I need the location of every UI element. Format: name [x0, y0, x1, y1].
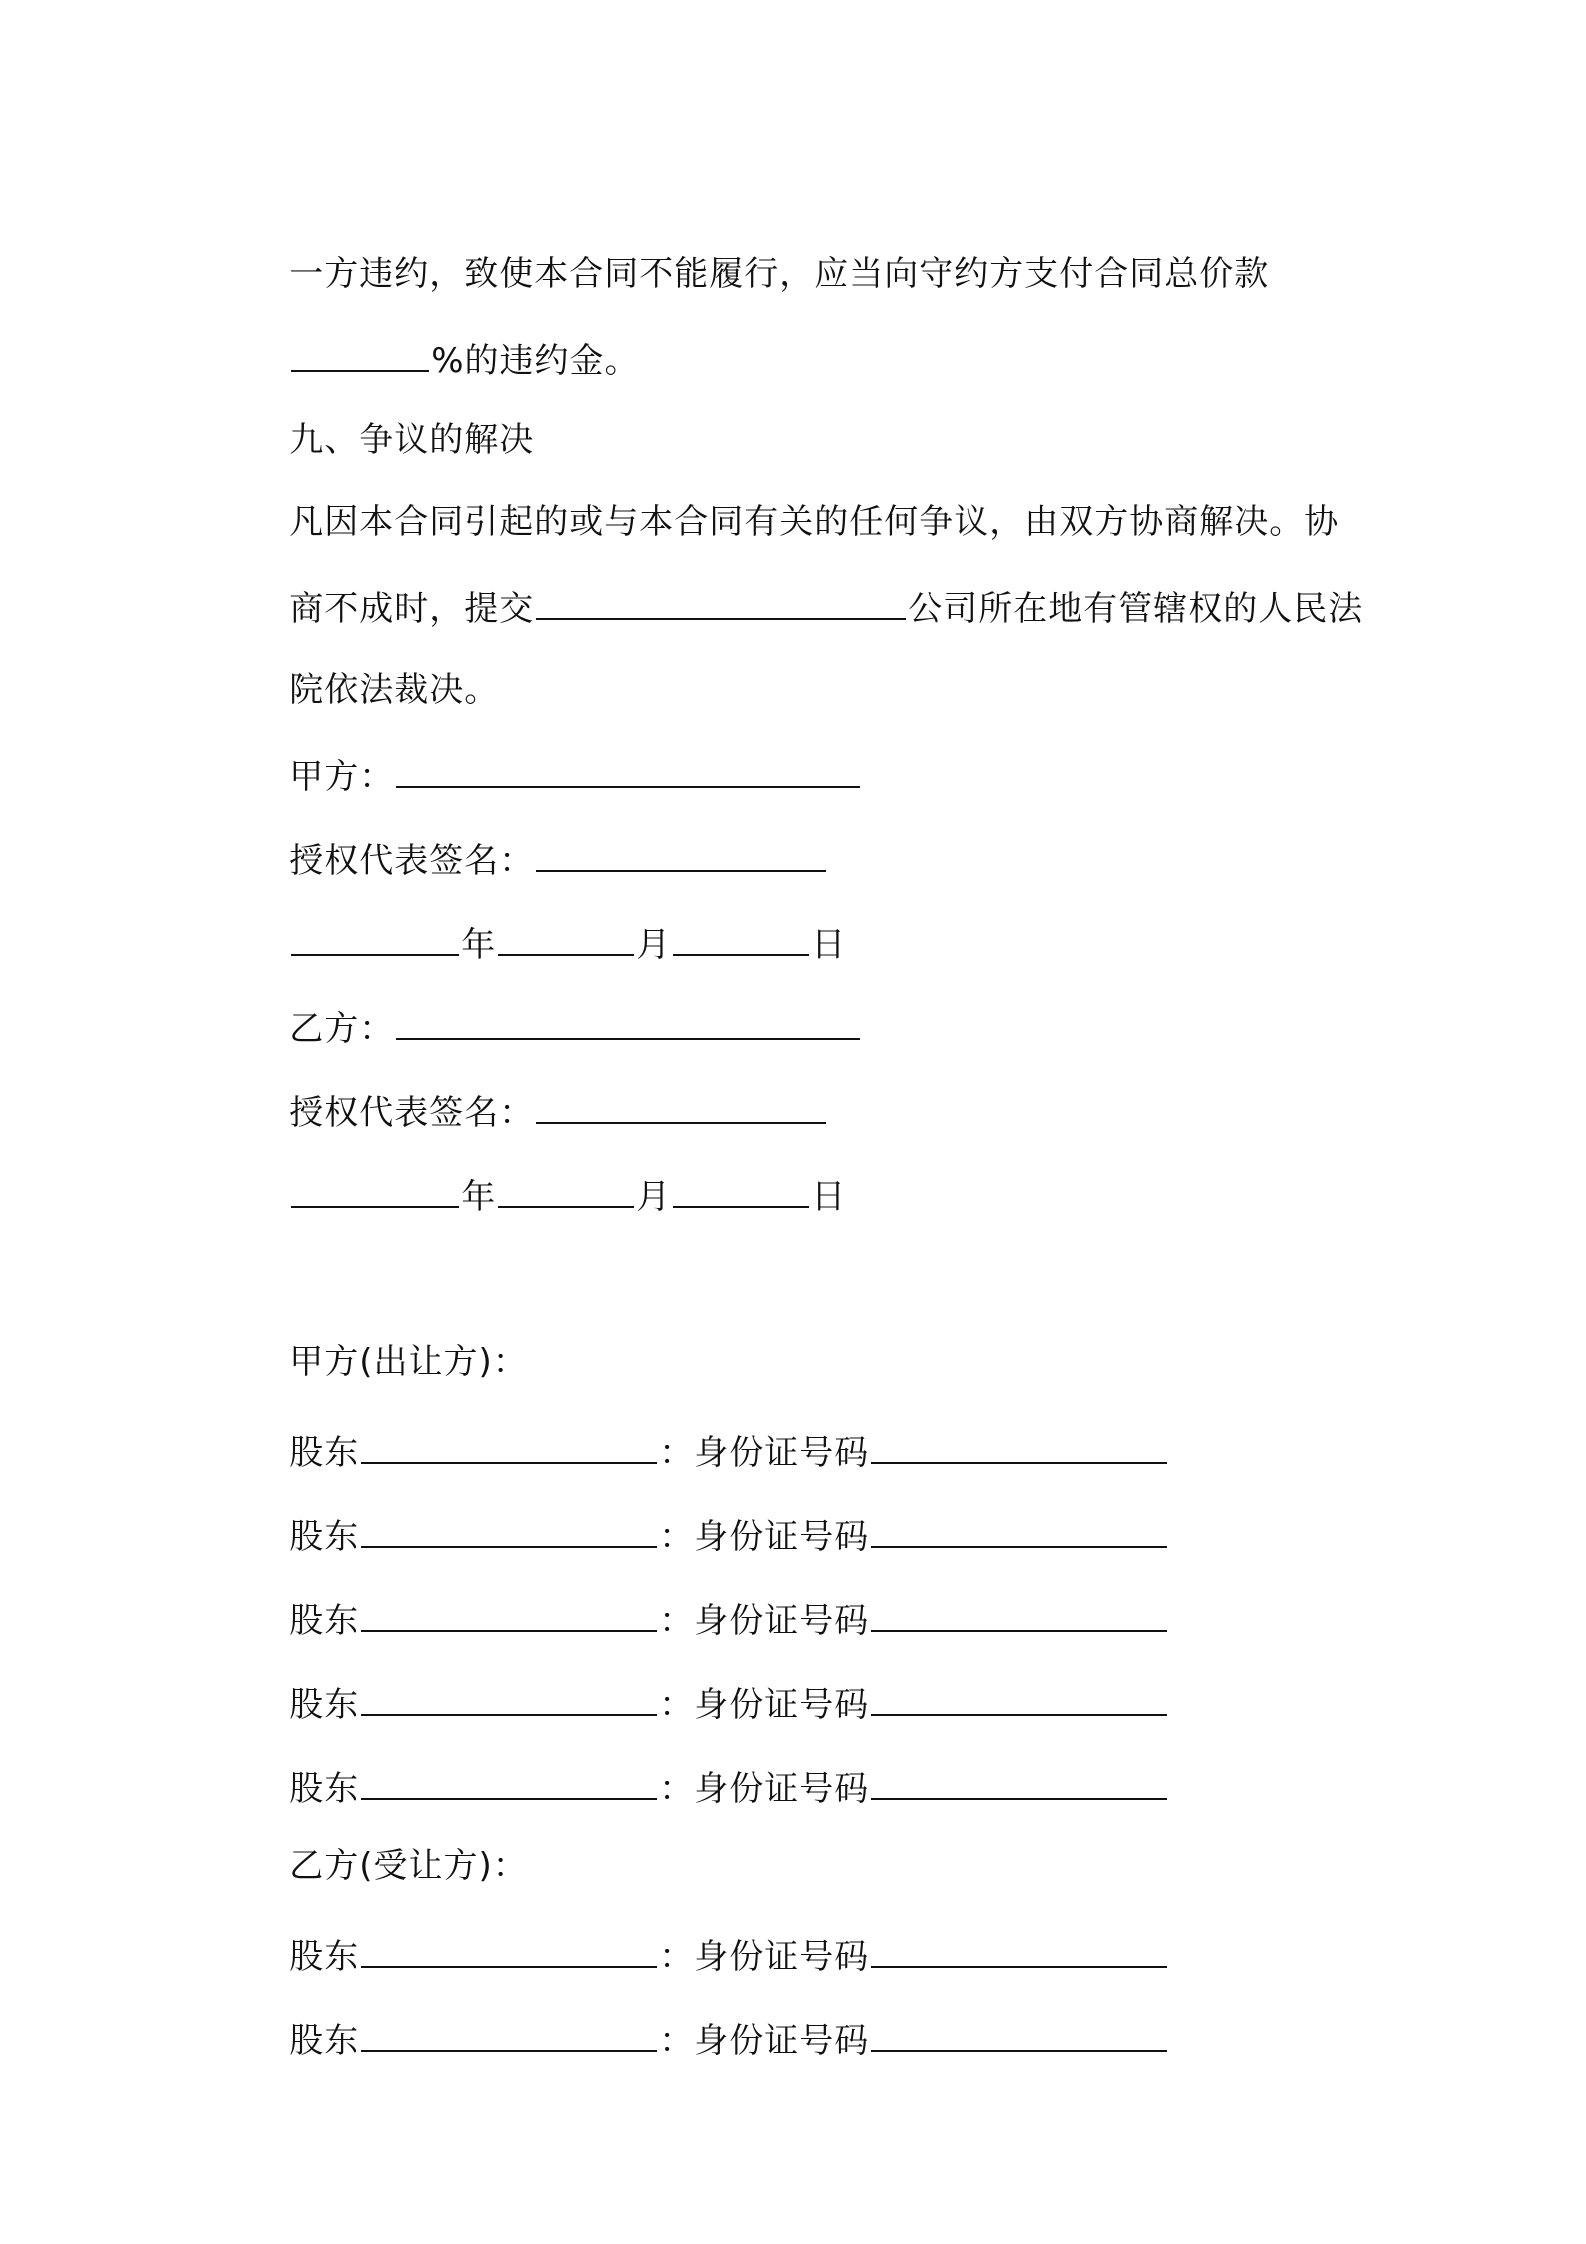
shareholder-name-blank[interactable] — [361, 1596, 657, 1632]
breach-clause-line-1 — [242, 208, 1270, 294]
breach-text: 一方违约，致使本合同不能履行，应当向守约方支付合同总价款 — [289, 254, 1270, 294]
party-a-rep-blank[interactable] — [536, 836, 826, 872]
party-a-year-blank[interactable] — [291, 920, 459, 956]
shareholder-name-blank[interactable] — [361, 1680, 657, 1716]
rep-sign-label: 授权代表签名： — [289, 841, 535, 881]
party-a-day-blank[interactable] — [673, 920, 809, 956]
party-b-date-line: 年 月 日 — [242, 1128, 846, 1172]
party-b-line — [242, 960, 862, 1049]
party-b-month-blank[interactable] — [498, 1172, 634, 1208]
shareholder-name-blank[interactable] — [361, 1428, 657, 1464]
shareholder-name-blank[interactable] — [361, 2016, 657, 2052]
section-9-title: 九、争议的解决 — [289, 420, 535, 460]
party-b-day-blank[interactable] — [673, 1172, 809, 1208]
shareholder-row: 股东 ：身份证号码 — [242, 1468, 1169, 1512]
breach-clause-line-2 — [242, 292, 640, 381]
dispute-clause-line-2: 商不成时，提交 公司所在地有管辖权的人民法 — [242, 540, 1363, 584]
shareholder-row: 股东 ：身份证号码 — [242, 1972, 1169, 2016]
party-a-date-line: 年 月 日 — [242, 876, 846, 920]
party-b-blank[interactable] — [396, 1004, 860, 1040]
transferor-title: 甲方(出让方)： — [289, 1342, 528, 1382]
party-a-blank[interactable] — [396, 752, 860, 788]
shareholder-row: 股东 ：身份证号码 — [242, 1552, 1169, 1596]
party-b-year-blank[interactable] — [291, 1172, 459, 1208]
shareholder-id-blank[interactable] — [871, 1680, 1167, 1716]
shareholder-name-blank[interactable] — [361, 1512, 657, 1548]
shareholder-row: 股东 ：身份证号码 — [242, 1888, 1169, 1932]
shareholder-id-blank[interactable] — [871, 1512, 1167, 1548]
party-b-label: 乙方： — [289, 1009, 395, 1049]
party-a-month-blank[interactable] — [498, 920, 634, 956]
shareholder-row: 股东 ：身份证号码 — [242, 1720, 1169, 1764]
transferee-title: 乙方(受让方)： — [289, 1846, 528, 1886]
party-a-rep-line — [242, 792, 828, 881]
shareholder-row: 股东 ：身份证号码 — [242, 1636, 1169, 1680]
breach-suffix: %的违约金。 — [431, 341, 640, 381]
party-b-rep-blank[interactable] — [536, 1088, 826, 1124]
shareholder-row: 股东 ：身份证号码 — [242, 1384, 1169, 1428]
penalty-percent-blank[interactable] — [291, 336, 429, 372]
shareholder-name-blank[interactable] — [361, 1764, 657, 1800]
shareholder-id-blank[interactable] — [871, 1932, 1167, 1968]
dispute-clause-line-1: 凡因本合同引起的或与本合同有关的任何争议，由双方协商解决。协 — [289, 502, 1340, 542]
shareholder-id-blank[interactable] — [871, 1764, 1167, 1800]
party-a-label: 甲方： — [289, 757, 395, 797]
party-b-rep-line — [242, 1044, 828, 1133]
dispute-clause-line-3: 院依法裁决。 — [289, 670, 500, 710]
shareholder-id-blank[interactable] — [871, 2016, 1167, 2052]
shareholder-id-blank[interactable] — [871, 1428, 1167, 1464]
rep-sign-label: 授权代表签名： — [289, 1093, 535, 1133]
court-location-blank[interactable] — [536, 584, 906, 620]
shareholder-name-blank[interactable] — [361, 1932, 657, 1968]
shareholder-id-blank[interactable] — [871, 1596, 1167, 1632]
party-a-line — [242, 708, 862, 797]
